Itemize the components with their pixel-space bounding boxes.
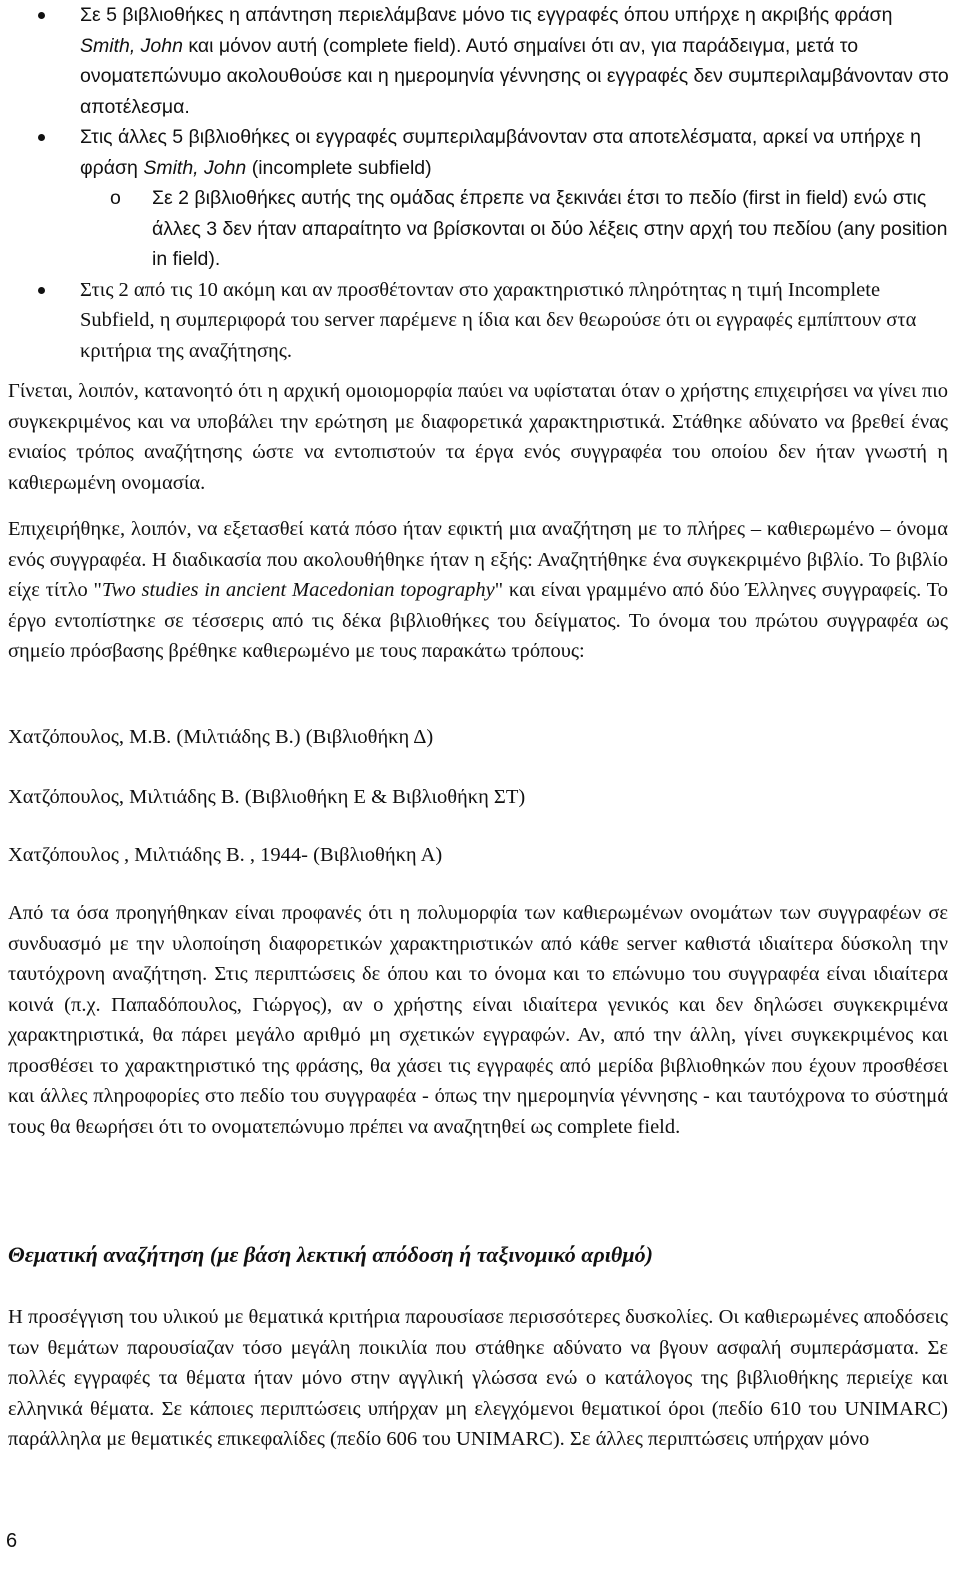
- sub-bullet-item: [8, 183, 952, 275]
- name-variant-3: Χατζόπουλος , Μιλτιάδης Β. , 1944- (Βιβλιοθήκη Α): [8, 844, 443, 866]
- sub-bullet-text: Σε 2 βιβλιοθήκες αυτής της ομάδας έπρεπε να ξεκινάει έτσι το πεδίο (first in field) ενώ στις άλλες 3 δεν ήταν απαραίτητο να βρίσκονται οι δύο λέξεις στην αρχή του πεδίου (any position in field).: [152, 187, 948, 270]
- bullet-marker: [38, 12, 45, 19]
- paragraph-uniformity: Γίνεται, λοιπόν, κατανοητό ότι η αρχική ομοιομορφία παύει να υφίσταται όταν ο χρήστης επιχειρήσει να γίνει πιο συγκεκριμένος και να υποβάλει την ερώτηση με διαφορετικά χαρακτηριστικά. Στάθηκε αδύνατο να βρεθεί ένας ενιαίος τρόπος αναζήτησης ώστε να εντοπιστούν τα έργα ενός συγγραφέα του οποίου δεν ήταν γνωστή η καθιερωμένη ονομασία.: [8, 380, 948, 494]
- page-number: 6: [6, 1530, 18, 1552]
- paragraph-subject-search: Η προσέγγιση του υλικού με θεματικά κριτήρια παρουσίασε περισσότερες δυσκολίες. Οι καθιερωμένες αποδόσεις των θεμάτων παρουσίαζαν τόσο μεγάλη ποικιλία που στάθηκε αδύνατο να βγουν ασφαλή συμπεράσματα. Σε πολλές εγγραφές τα θέματα ήταν μόνο στην αγγλική γλώσσα ενώ ο κατάλογος της βιβλιοθήκης περιείχε και ελληνικά θέματα. Σε κάποιες περιπτώσεις υπήρχαν μη ελεγχόμενοι θεματικοί όροι (πεδίο 610 του UNIMARC) παράλληλα με θεματικές επικεφαλίδες (πεδίο 606 του UNIMARC). Σε άλλες περιπτώσεις υπήρχαν μόνο: [8, 1306, 948, 1450]
- paragraph-conclusion: Από τα όσα προηγήθηκαν είναι προφανές ότι η πολυμορφία των καθιερωμένων ονομάτων των συγγραφέων σε συνδυασμό με την υλοποίηση διαφορετικών χαρακτηριστικών από κάθε server καθιστά ιδιαίτερα δύσκολη την ταυτόχρονη αναζήτηση. Στις περιπτώσεις δε όπου και το όνομα και το επώνυμο του συγγραφέα είναι ιδιαίτερα κοινά (π.χ. Παπαδόπουλος, Γιώργος), αν ο χρήστης είναι ιδιαίτερα γενικός και δεν δηλώσει συγκεκριμένα χαρακτηριστικά, θα πάρει μεγάλο αριθμό μη σχετικών εγγραφών. Αν, από την άλλη, γίνει συγκεκριμένος και προσθέσει το χαρακτηριστικό της φράσης, θα χάσει τις εγγραφές από μερίδα βιβλιοθηκών που έχουν προσθέσει και άλλες πληροφορίες στο πεδίο του συγγραφέα - όπως την ημερομηνία γέννησης - και ταυτόχρονα το σύστημά τους θα θεωρήσει ότι το ονοματεπώνυμο πρέπει να αναζητηθεί ως complete field.: [8, 902, 948, 1138]
- bullet-1-text-b: και μόνον αυτή (complete field). Αυτό σημαίνει ότι αν, για παράδειγμα, μετά το ονοματεπώνυμο ακολουθούσε και η ημερομηνία γέννησης οι εγγραφές δεν συμπεριλαμβάνονταν στο αποτέλεσμα.: [80, 34, 949, 118]
- bullet-item-2: [8, 122, 952, 275]
- bullet-marker: [38, 287, 45, 294]
- name-variant-1: Χατζόπουλος, Μ.Β. (Μιλτιάδης Β.) (Βιβλιοθήκη Δ): [8, 726, 434, 748]
- bullet-2-text-b: (incomplete subfield): [246, 156, 432, 179]
- bullet-marker: [38, 134, 45, 141]
- bullet-list: [8, 0, 952, 366]
- paragraph-2-text-a: Επιχειρήθηκε, λοιπόν, να εξετασθεί κατά πόσο ήταν εφικτή μια αναζήτηση με το πλήρες – καθιερωμένο – όνομα ενός συγγραφέα. Η διαδικασία που ακολουθήθηκε ήταν η εξής: Αναζητήθηκε ένα συγκεκριμένο βιβλίο. Το βιβλίο είχε τίτλο ": [8, 518, 948, 601]
- bullet-2-text-italic: Smith, John: [143, 156, 247, 179]
- name-variant-2: Χατζόπουλος, Μιλτιάδης Β. (Βιβλιοθήκη Ε & Βιβλιοθήκη ΣΤ): [8, 786, 526, 808]
- bullet-item-1: [8, 0, 952, 122]
- bullet-1-text-a: Σε 5 βιβλιοθήκες η απάντηση περιελάμβανε μόνο τις εγγραφές όπου υπήρχε η ακριβής φράση: [80, 4, 893, 26]
- paragraph-2-text-b: " και είναι γραμμένο από δύο Έλληνες συγγραφείς. Το έργο εντοπίστηκε σε τέσσερις από τις δέκα βιβλιοθήκες του δείγματος. Το όνομα του πρώτου συγγραφέα ως σημείο πρόσβασης βρέθηκε καθιερωμένο με τους παρακάτω τρόπους:: [8, 579, 948, 662]
- bullet-item-3: [8, 275, 952, 367]
- section-heading: Θεματική αναζήτηση (με βάση λεκτική απόδοση ή ταξινομικό αριθμό): [8, 1242, 653, 1267]
- bullet-2-text-a: Στις άλλες 5 βιβλιοθήκες οι εγγραφές συμπεριλαμβάνονταν στα αποτελέσματα, αρκεί να υπήρχε η φράση: [80, 126, 921, 179]
- paragraph-authority-name: [8, 514, 948, 667]
- bullet-3-text: Στις 2 από τις 10 ακόμη και αν προσθέτονταν στο χαρακτηριστικό πληρότητας η τιμή Incomplete Subfield, η συμπεριφορά του server παρέμενε η ίδια και δεν θεωρούσε ότι οι εγγραφές εμπίπτουν στα κριτήρια της αναζήτησης.: [80, 278, 917, 362]
- sub-bullet-marker: o: [110, 187, 121, 209]
- bullet-1-text-italic: Smith, John: [80, 34, 183, 57]
- book-title: Two studies in ancient Macedonian topography: [101, 579, 495, 601]
